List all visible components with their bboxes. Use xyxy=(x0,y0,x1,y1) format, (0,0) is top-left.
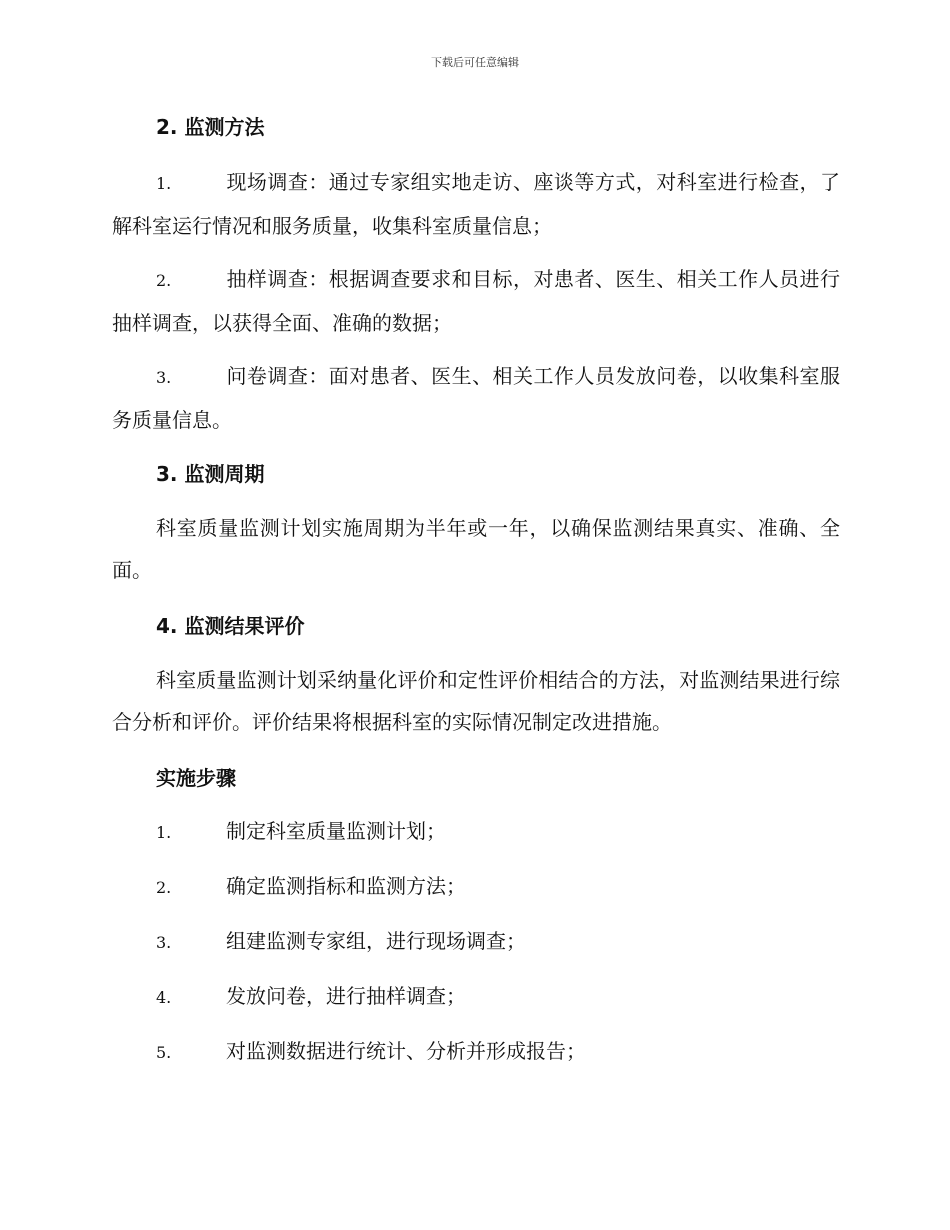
section-heading-evaluation: 4. 监测结果评价 xyxy=(156,614,305,638)
page-header-note: 下载后可任意编辑 xyxy=(431,56,519,69)
section-heading-steps: 实施步骤 xyxy=(156,766,236,790)
section-heading-period: 3. 监测周期 xyxy=(156,462,265,486)
section-heading-methods: 2. 监测方法 xyxy=(156,115,265,139)
list-item-text: 确定监测指标和监测方法； xyxy=(226,874,466,898)
list-item xyxy=(112,920,840,964)
list-item xyxy=(112,355,840,441)
list-item-text: 发放问卷，进行抽样调查； xyxy=(226,984,466,1008)
list-item-text: 问卷调查：面对患者、医生、相关工作人员发放问卷，以收集科室服务质量信息。 xyxy=(112,364,840,432)
section-paragraph-period: 科室质量监测计划实施周期为半年或一年，以确保监测结果真实、准确、全面。 xyxy=(112,516,840,582)
list-item-number: 1. xyxy=(156,823,172,842)
list-item xyxy=(112,1030,840,1074)
list-item-number: 2. xyxy=(156,271,172,290)
list-item-text: 现场调查：通过专家组实地走访、座谈等方式，对科室进行检查，了解科室运行情况和服务质量，收集科室质量信息； xyxy=(112,170,840,238)
list-item xyxy=(112,810,840,854)
list-item xyxy=(112,161,840,247)
list-item-number: 3. xyxy=(156,368,172,387)
list-item xyxy=(112,258,840,344)
list-item-number: 4. xyxy=(156,988,172,1007)
list-item-text: 对监测数据进行统计、分析并形成报告； xyxy=(226,1039,586,1063)
list-item-number: 3. xyxy=(156,933,172,952)
list-item-number: 2. xyxy=(156,878,172,897)
list-item-text: 抽样调查：根据调查要求和目标，对患者、医生、相关工作人员进行抽样调查，以获得全面、准确的数据； xyxy=(112,267,840,335)
list-item-text: 组建监测专家组，进行现场调查； xyxy=(226,929,526,953)
list-item-text: 制定科室质量监测计划； xyxy=(226,819,446,843)
list-item-number: 5. xyxy=(156,1043,172,1062)
list-item xyxy=(112,865,840,909)
section-paragraph-evaluation: 科室质量监测计划采纳量化评价和定性评价相结合的方法，对监测结果进行综合分析和评价。评价结果将根据科室的实际情况制定改进措施。 xyxy=(112,668,840,734)
list-item-number: 1. xyxy=(156,174,172,193)
list-item xyxy=(112,975,840,1019)
